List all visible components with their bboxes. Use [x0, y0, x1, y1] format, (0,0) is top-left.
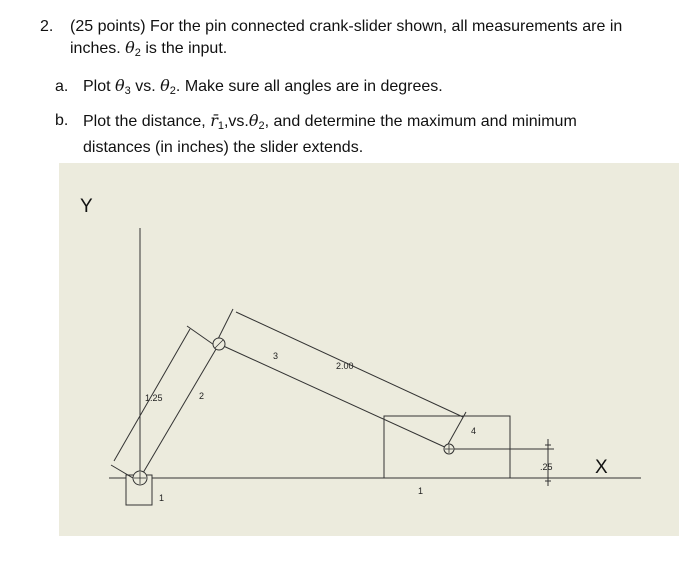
- crank-slider-figure: [59, 163, 679, 536]
- part-a: [55, 75, 443, 102]
- r-subscript: 1: [217, 120, 224, 132]
- dim-link1-lower-label: 1: [418, 486, 424, 496]
- part-a-suffix: . Make sure all angles are in degrees.: [175, 78, 443, 95]
- problem-input-suffix: is the input.: [145, 40, 228, 57]
- dim-link1-label: 1: [159, 493, 165, 503]
- problem-statement: [40, 16, 670, 64]
- x-axis-label: X: [595, 457, 608, 478]
- problem-intro: (25 points) For the pin connected crank-slider shown, all measurements are in inches.: [70, 18, 623, 57]
- dim-offset-label: .25: [540, 462, 553, 472]
- coupler-link: [219, 344, 449, 449]
- coupler-extension-1: [217, 309, 233, 341]
- coupler-extension-2: [447, 412, 466, 446]
- theta2-symbol-a: θ: [160, 76, 170, 95]
- theta3-subscript: 3: [124, 85, 131, 97]
- theta2-subscript-b: 2: [258, 120, 265, 132]
- theta2-subscript: 2: [134, 47, 141, 59]
- problem-text: [70, 16, 670, 64]
- part-b-body: [83, 110, 628, 158]
- part-a-prefix: Plot: [83, 78, 111, 95]
- theta2-subscript-a: 2: [169, 85, 176, 97]
- part-b-prefix: Plot the distance,: [83, 113, 206, 130]
- part-b-suffix: , and determine the maximum and minimum distances (in inches) the slider extends.: [83, 113, 577, 156]
- crank-extension-2: [187, 326, 217, 347]
- part-b: [55, 110, 635, 158]
- problem-number: 2.: [40, 18, 54, 35]
- dim-link2-label: 2: [199, 391, 205, 401]
- y-axis-label: Y: [80, 196, 93, 217]
- theta2-symbol-b: θ: [248, 111, 259, 130]
- dim-link3-label: 3: [273, 351, 279, 361]
- theta3-symbol: θ: [115, 76, 125, 95]
- dim-coupler-label: 2.00: [336, 361, 354, 371]
- dim-crank-label: 1.25: [145, 393, 163, 403]
- crank-link: [140, 344, 219, 478]
- mechanism-diagram: [59, 163, 679, 536]
- r-symbol: r̄: [210, 111, 218, 130]
- part-a-vs: vs.: [135, 78, 156, 95]
- part-b-letter: b.: [55, 112, 69, 129]
- part-a-letter: a.: [55, 78, 69, 95]
- theta-symbol: θ: [125, 38, 135, 57]
- part-b-vs: ,vs.: [223, 113, 249, 130]
- dim-link4-label: 4: [471, 426, 477, 436]
